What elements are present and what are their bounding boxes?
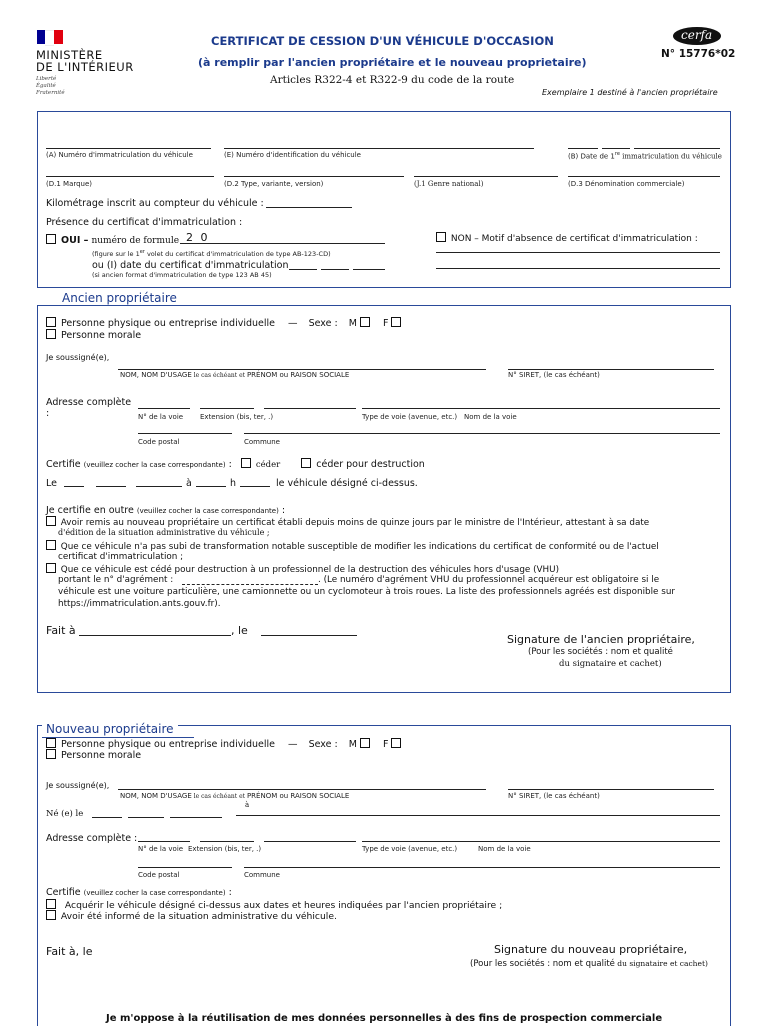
ancien-title-underline xyxy=(42,305,194,306)
non-label: NON – Motif d'absence de certificat d'immatriculation : xyxy=(450,234,698,244)
figure-note xyxy=(92,249,331,258)
certif-date-year[interactable] xyxy=(353,269,385,270)
naissance-month-field[interactable] xyxy=(128,817,164,818)
outre-item3 xyxy=(46,563,559,575)
nouveau-nom-voie-field[interactable] xyxy=(362,841,720,842)
ancien-certifie-label: Certifie xyxy=(46,459,81,470)
outre-item2 xyxy=(46,540,659,552)
cession-minute-field[interactable] xyxy=(240,486,270,487)
certif-date-day[interactable] xyxy=(289,269,317,270)
oui-option xyxy=(46,234,179,246)
date-1re-immat-day[interactable] xyxy=(568,148,598,149)
nouveau-ne-le-label: Né (e) le xyxy=(46,809,84,819)
immatriculation-label: (A) Numéro d'immatriculation du véhicule xyxy=(46,151,193,159)
ou-date-label: ou (I) date du certificat d'immatriculation xyxy=(92,260,289,271)
non-checkbox[interactable] xyxy=(436,232,446,242)
type-variante-field[interactable] xyxy=(224,176,404,177)
ancien-sexe-m-label: M xyxy=(348,318,357,329)
ceder-destruction-checkbox[interactable] xyxy=(301,458,311,468)
nouveau-nom-voie-label: Nom de la voie xyxy=(478,845,531,853)
kilometrage-field[interactable] xyxy=(266,207,352,208)
ancien-certifie-row xyxy=(46,458,425,470)
outre-item3-checkbox[interactable] xyxy=(46,563,56,573)
ancien-nom-label-mid: le cas échéant et xyxy=(191,372,247,379)
cession-a-label: à xyxy=(186,478,192,489)
opposition-notice: Je m'oppose à la réutilisation de mes données personnelles à des fins de prospection commerciale xyxy=(106,1013,663,1024)
ceder-destruction-label: céder pour destruction xyxy=(316,459,425,470)
cession-suffix: le véhicule désigné ci-dessus. xyxy=(276,478,418,489)
flag-red-icon xyxy=(54,30,63,44)
nouveau-fait-label: Fait à, le xyxy=(46,945,93,958)
nouveau-certifie-colon: : xyxy=(228,887,232,898)
ancien-code-postal-field[interactable] xyxy=(138,433,232,434)
motif-absence-field-1[interactable] xyxy=(436,252,720,253)
date-1re-immat-month[interactable] xyxy=(602,148,630,149)
nouveau-nom-field[interactable] xyxy=(118,789,486,790)
ancien-siret-field[interactable] xyxy=(508,369,714,370)
nouveau-section-title: Nouveau propriétaire xyxy=(42,722,178,736)
ancien-commune-label: Commune xyxy=(244,438,280,446)
ceder-label: céder xyxy=(255,460,281,470)
nouveau-nom-label-mid: le cas échéant et xyxy=(191,793,247,800)
nouveau-sexe-label: Sexe : xyxy=(308,739,338,750)
nouveau-sexe-m-label: M xyxy=(348,739,357,750)
nouveau-certifie-note: (veuillez cocher la case correspondante) xyxy=(83,889,226,897)
nouveau-personne-morale xyxy=(46,749,141,761)
nouveau-item2 xyxy=(46,910,337,922)
outre-item2-continued: certificat d'immatriculation ; xyxy=(58,552,184,562)
genre-national-field[interactable] xyxy=(414,176,558,177)
exemplaire-note: Exemplaire 1 destiné à l'ancien propriétaire xyxy=(542,88,718,97)
agrement-field[interactable] xyxy=(182,584,318,585)
nouveau-item2-text: Avoir été informé de la situation administrative du véhicule. xyxy=(60,911,337,922)
oui-checkbox[interactable] xyxy=(46,234,56,244)
nouveau-code-postal-label: Code postal xyxy=(138,871,180,879)
ancien-personne-physique-checkbox[interactable] xyxy=(46,317,56,327)
outre-item3-line3: véhicule est une voiture particulière, une camionnette ou un cyclomoteur à trois roues. La liste des professionnels agréés est disponible sur xyxy=(58,587,676,597)
outre-item1-text: Avoir remis au nouveau propriétaire un certificat établi depuis moins de quinze jours par le ministre de l'Intérieur, attestant à sa date xyxy=(60,518,650,528)
non-option xyxy=(436,232,698,244)
certifie-outre-label: Je certifie en outre xyxy=(46,505,134,516)
ancien-extension-label: Extension (bis, ter, .) xyxy=(200,413,274,421)
marque-field[interactable] xyxy=(46,176,214,177)
formule-number-field[interactable] xyxy=(180,243,385,244)
nouveau-extension-label: Extension (bis, ter, .) xyxy=(188,845,262,853)
nouveau-voie-field[interactable] xyxy=(138,841,190,842)
naissance-year-field[interactable] xyxy=(170,817,222,818)
ancien-nom-label-prefix: NOM, NOM D'USAGE xyxy=(120,371,192,379)
nouveau-siret-field[interactable] xyxy=(508,789,714,790)
ancien-fait-a-label: Fait à xyxy=(46,624,76,637)
date-1re-immat-year[interactable] xyxy=(634,148,720,149)
nouveau-type-voie-field[interactable] xyxy=(264,841,356,842)
certifie-outre-colon: : xyxy=(281,505,286,516)
ancien-extension-field[interactable] xyxy=(200,408,254,409)
immatriculation-field[interactable] xyxy=(46,148,211,149)
lieu-naissance-field[interactable] xyxy=(236,815,720,816)
ancien-nom-voie-label: Nom de la voie xyxy=(464,413,517,421)
date-1re-immat-label-prefix: (B) Date de 1 xyxy=(568,152,615,161)
outre-item3-agrement-suffix: . (Le numéro d'agrément VHU du professionnel acquéreur est obligatoire si le xyxy=(318,575,660,585)
figure-note-sup: er xyxy=(139,249,145,255)
type-variante-label: (D.2 Type, variante, version) xyxy=(224,180,324,188)
outre-item1 xyxy=(46,516,649,528)
cession-month-field[interactable] xyxy=(96,486,126,487)
presence-label: Présence du certificat d'immatriculation : xyxy=(46,217,243,228)
oui-label: OUI – xyxy=(61,235,89,246)
nouveau-sexe-m-checkbox[interactable] xyxy=(360,738,370,748)
naissance-day-field[interactable] xyxy=(92,817,122,818)
nouveau-voie-label: N° de la voie xyxy=(138,845,184,853)
cession-day-field[interactable] xyxy=(64,486,84,487)
motto-egalite: Égalité xyxy=(36,83,56,89)
denomination-field[interactable] xyxy=(568,176,720,177)
date-1re-immat-label-suffix: immatriculation du véhicule xyxy=(619,152,722,161)
ancien-code-postal-label: Code postal xyxy=(138,438,180,446)
ancien-certifie-note: (veuillez cocher la case correspondante) xyxy=(83,461,226,469)
ancien-personne-morale xyxy=(46,329,141,341)
nouveau-item2-checkbox[interactable] xyxy=(46,910,56,920)
ancien-siret-label: N° SIRET, (le cas échéant) xyxy=(508,371,600,379)
ancien-voie-label: N° de la voie xyxy=(138,413,184,421)
cession-hour-field[interactable] xyxy=(196,486,226,487)
ancien-personne-morale-checkbox[interactable] xyxy=(46,329,56,339)
formule-label: numéro de formule xyxy=(91,236,180,246)
motto-liberte: Liberté xyxy=(36,76,57,82)
figure-note-suffix: volet du certificat d'immatriculation de type AB-123-CD) xyxy=(144,250,331,259)
nouveau-signature-note xyxy=(470,959,708,969)
ceder-checkbox[interactable] xyxy=(241,458,251,468)
cerfa-number: N° 15776*02 xyxy=(661,48,736,60)
nouveau-soussigne-label: Je soussigné(e), xyxy=(46,781,110,790)
ancien-nom-label-suffix: PRÉNOM ou RAISON SOCIALE xyxy=(246,371,350,379)
outre-item2-text: Que ce véhicule n'a pas subi de transformation notable susceptible de modifier les indications du certificat de conformité ou de l'actuel xyxy=(60,542,659,552)
nouveau-commune-field[interactable] xyxy=(244,867,720,868)
page-title: CERTIFICAT DE CESSION D'UN VÉHICULE D'OCCASION xyxy=(211,34,554,48)
formule-number-value: 2 0 xyxy=(186,231,210,244)
ancien-sexe-f-label: F xyxy=(382,318,389,329)
cession-le-label: Le xyxy=(46,478,57,489)
ancien-fait-le-field[interactable] xyxy=(261,635,357,636)
certifie-outre-row xyxy=(46,505,285,516)
nouveau-code-postal-field[interactable] xyxy=(138,867,232,868)
nouveau-personne-morale-checkbox[interactable] xyxy=(46,749,56,759)
nouveau-signature-label: Signature du nouveau propriétaire, xyxy=(494,943,688,956)
marque-label: (D.1 Marque) xyxy=(46,180,93,188)
ministry-name-line2: DE L'INTÉRIEUR xyxy=(36,60,134,74)
outre-item3-text: Que ce véhicule est cédé pour destruction à un professionnel de la destruction des véhicules hors d'usage (VHU) xyxy=(60,565,560,575)
motif-absence-field-2[interactable] xyxy=(436,268,720,269)
nouveau-nom-label-suffix: PRÉNOM ou RAISON SOCIALE xyxy=(246,792,350,800)
ancien-section-title: Ancien propriétaire xyxy=(58,291,181,305)
nouveau-dash: — xyxy=(288,739,298,750)
ancien-nom-voie-field[interactable] xyxy=(362,408,720,409)
identification-label: (E) Numéro d'identification du véhicule xyxy=(224,151,361,159)
cerfa-logo-text: cerfa xyxy=(681,28,713,42)
nouveau-personne-physique-checkbox[interactable] xyxy=(46,738,56,748)
flag-blue-icon xyxy=(37,30,45,44)
ancien-soussigne-label: Je soussigné(e), xyxy=(46,353,110,362)
ancien-nom-label xyxy=(120,371,349,379)
ministry-name-line1: MINISTÈRE xyxy=(36,48,103,62)
ancien-fait-le-label: , le xyxy=(231,624,248,637)
ancien-type-voie-label: Type de voie (avenue, etc.) xyxy=(362,413,458,421)
nouveau-nom-label-prefix: NOM, NOM D'USAGE xyxy=(120,792,192,800)
ancien-sexe-m-checkbox[interactable] xyxy=(360,317,370,327)
nouveau-personne-morale-label: Personne morale xyxy=(61,750,142,761)
outre-item1-continued: d'édition de la situation administrative du véhicule ; xyxy=(58,528,270,537)
republic-logo xyxy=(37,30,63,44)
nouveau-item1-checkbox[interactable] xyxy=(46,899,56,909)
ancien-personne-physique-label: Personne physique ou entreprise individuelle xyxy=(61,318,276,329)
motto-fraternite: Fraternité xyxy=(36,90,65,96)
ancien-signature-note2: du signataire et cachet) xyxy=(559,659,662,669)
nouveau-signature-note-b: du signataire et cachet) xyxy=(614,959,708,968)
outre-item2-checkbox[interactable] xyxy=(46,540,56,550)
certifie-outre-note: (veuillez cocher la case correspondante) xyxy=(136,507,279,515)
ancien-voie-field[interactable] xyxy=(138,408,190,409)
page-subtitle: (à remplir par l'ancien propriétaire et le nouveau proprietaire) xyxy=(198,56,587,69)
ancien-nom-field[interactable] xyxy=(118,369,486,370)
ancien-personne-morale-label: Personne morale xyxy=(61,330,142,341)
ancien-fait-a-field[interactable] xyxy=(79,635,231,636)
nouveau-commune-label: Commune xyxy=(244,871,280,879)
nouveau-item1-text: Acquérir le véhicule désigné ci-dessus aux dates et heures indiquées par l'ancien propriétaire ; xyxy=(64,900,503,911)
cession-date-row xyxy=(46,478,57,489)
nouveau-nom-label xyxy=(120,792,349,800)
nouveau-sexe-f-checkbox[interactable] xyxy=(391,738,401,748)
kilometrage-label: Kilométrage inscrit au compteur du véhicule : xyxy=(46,198,264,209)
ancien-certifie-colon: : xyxy=(228,459,232,470)
cession-h-label: h xyxy=(230,478,237,489)
articles-reference: Articles R322-4 et R322-9 du code de la route xyxy=(270,74,515,86)
outre-item1-checkbox[interactable] xyxy=(46,516,56,526)
outre-item3-line4: https://immatriculation.ants.gouv.fr). xyxy=(58,599,221,609)
nouveau-certifie-row xyxy=(46,887,232,898)
nouveau-type-voie-label: Type de voie (avenue, etc.) xyxy=(362,845,458,853)
ancien-format-note: (si ancien format d'immatriculation de type 123 AB 45) xyxy=(92,271,272,279)
nouveau-extension-field[interactable] xyxy=(200,841,254,842)
date-1re-immat-label xyxy=(568,151,722,160)
identification-field[interactable] xyxy=(224,148,534,149)
ancien-type-voie-field[interactable] xyxy=(264,408,356,409)
ancien-adresse-label: Adresse complète xyxy=(46,397,132,408)
genre-national-label: (J.1 Genre national) xyxy=(414,180,484,188)
nouveau-siret-label: N° SIRET, (le cas échéant) xyxy=(508,792,600,800)
ancien-personne-physique xyxy=(46,317,403,329)
ancien-adresse-colon: : xyxy=(46,408,50,419)
ancien-signature-note1: (Pour les sociétés : nom et qualité xyxy=(528,647,673,657)
nouveau-naissance-a-label: à xyxy=(245,801,250,809)
nouveau-personne-physique-label: Personne physique ou entreprise individuelle xyxy=(61,739,276,750)
nouveau-signature-note-a: (Pour les sociétés : nom et qualité xyxy=(470,959,615,969)
flag-white-icon xyxy=(45,30,54,46)
certif-date-month[interactable] xyxy=(321,269,349,270)
ancien-sexe-label: Sexe : xyxy=(308,318,338,329)
ancien-signature-label: Signature de l'ancien propriétaire, xyxy=(507,633,695,646)
figure-note-prefix: (figure sur le 1 xyxy=(92,250,140,259)
cession-year-field[interactable] xyxy=(136,486,182,487)
ancien-commune-field[interactable] xyxy=(244,433,720,434)
nouveau-adresse-label: Adresse complète : xyxy=(46,833,138,844)
ancien-dash: — xyxy=(288,318,298,329)
nouveau-certifie-label: Certifie xyxy=(46,887,81,898)
nouveau-sexe-f-label: F xyxy=(382,739,389,750)
outre-item3-agrement-label: portant le n° d'agrément : xyxy=(58,575,174,585)
ancien-sexe-f-checkbox[interactable] xyxy=(391,317,401,327)
date-1re-immat-label-sup: re xyxy=(614,151,620,157)
denomination-label: (D.3 Dénomination commerciale) xyxy=(568,180,685,188)
